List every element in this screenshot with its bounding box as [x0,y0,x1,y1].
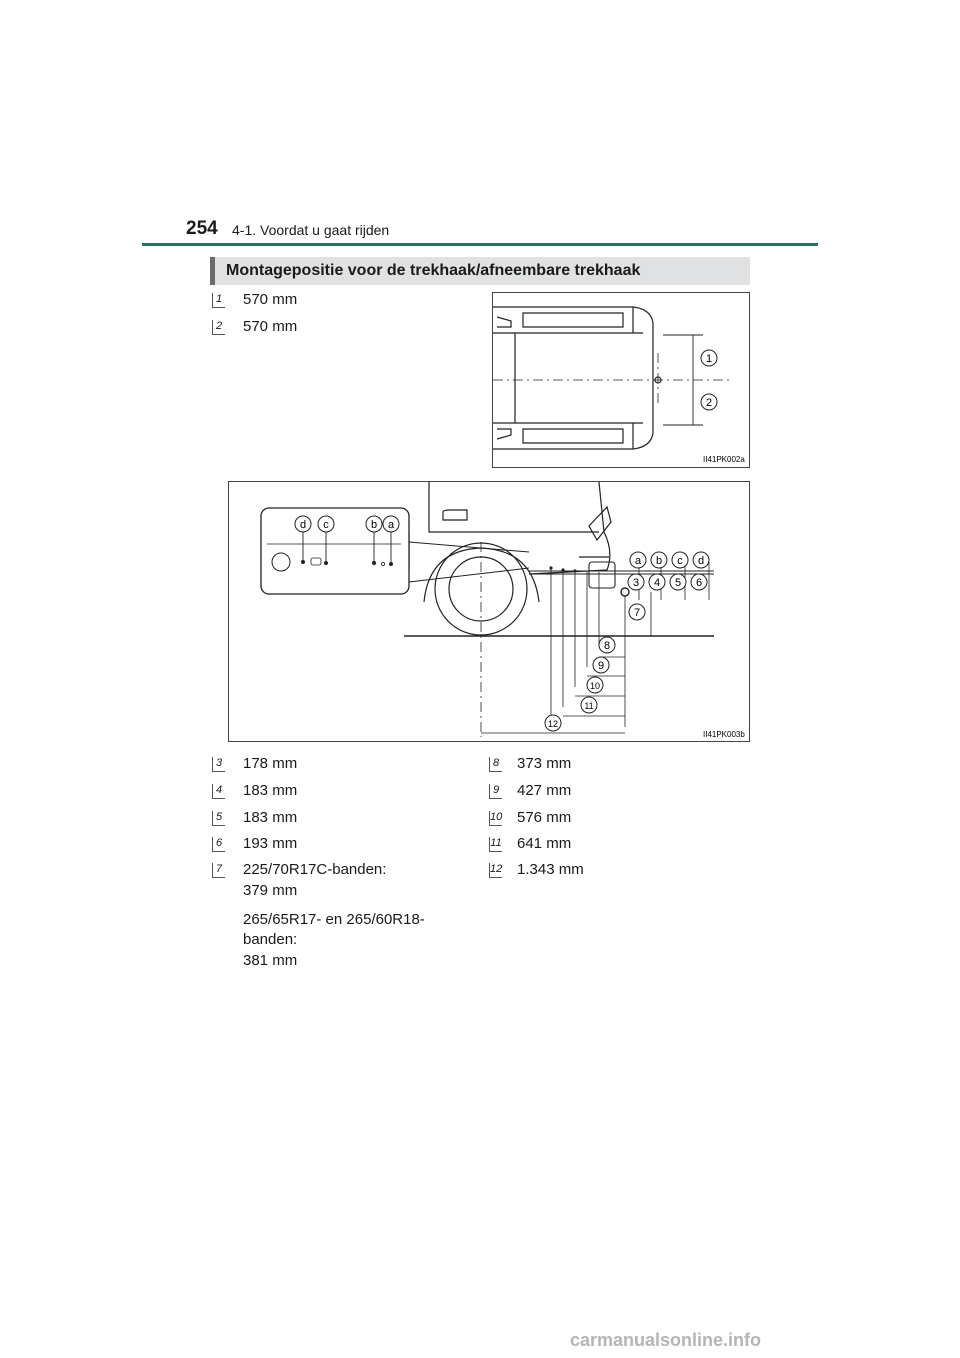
svg-text:12: 12 [547,719,559,729]
item-value: 225/70R17C-banden: [243,861,387,878]
item7-para2-line2: banden: [243,931,298,948]
item-number: 3 [212,757,225,772]
chapter-title: 4-1. Voordat u gaat rijden [232,222,390,238]
figure-code: II41PK003b [703,730,745,739]
item-number: 12 [489,863,502,878]
top-callout-2 [701,394,717,410]
item-value: 576 mm [517,809,572,826]
callout-5 [670,574,686,590]
callout-label: 2 [705,397,713,409]
item-value: 178 mm [243,755,298,772]
callout-a [630,552,646,568]
svg-text:9: 9 [597,660,605,672]
item-number: 1 [212,293,225,308]
svg-text:b: b [655,555,663,567]
svg-text:d: d [697,555,705,567]
item7-value-1: 379 mm [243,882,298,899]
item7-para2-line1: 265/65R17- en 265/60R18- [243,911,425,928]
item-number: 7 [212,863,225,878]
inset-callout-c [318,516,334,532]
svg-text:b: b [370,519,378,531]
item7-para2-line3: 381 mm [243,952,298,969]
figure-code: II41PK002a [703,455,745,464]
svg-text:11: 11 [584,701,594,711]
figure-top-view [492,292,750,468]
inset-callout-b [366,516,382,532]
callout-9 [593,657,609,673]
side-view-drawing [229,482,749,741]
svg-text:c: c [323,519,329,531]
svg-text:4: 4 [653,577,661,589]
svg-text:3: 3 [632,577,640,589]
item-value: 570 mm [243,291,298,308]
item-number: 9 [489,784,502,799]
callout-4 [649,574,665,590]
page-number: 254 [186,218,218,239]
item-number: 10 [489,811,502,826]
callout-11 [581,697,597,713]
callout-8 [599,637,615,653]
callout-12 [545,715,561,731]
callout-3 [628,574,644,590]
top-callout-1 [701,350,717,366]
svg-text:7: 7 [633,607,641,619]
callout-c [672,552,688,568]
item-number: 11 [489,837,502,852]
callout-d [693,552,709,568]
callout-b [651,552,667,568]
item-value: 427 mm [517,782,572,799]
callout-6 [691,574,707,590]
item-value: 570 mm [243,318,298,335]
callout-label: 1 [705,353,713,365]
top-view-drawing [493,293,749,467]
svg-text:6: 6 [695,577,703,589]
callout-10 [587,677,603,693]
item-number: 2 [212,320,225,335]
inset-callout-d [295,516,311,532]
svg-text:a: a [387,519,395,531]
callout-7 [629,604,645,620]
section-heading [210,257,750,285]
figure-side-view [228,481,750,742]
item-value: 641 mm [517,835,572,852]
section-title: Montagepositie voor de trekhaak/afneembare trekhaak [226,262,641,279]
svg-text:d: d [299,519,307,531]
item-number: 6 [212,837,225,852]
item-value: 193 mm [243,835,298,852]
svg-text:10: 10 [589,681,601,691]
item-value: 1.343 mm [517,861,584,878]
svg-text:a: a [634,555,642,567]
header-rule [142,243,818,246]
item-value: 183 mm [243,809,298,826]
item-number: 5 [212,811,225,826]
section-accent [210,257,215,285]
svg-text:c: c [677,555,683,567]
svg-text:8: 8 [603,640,611,652]
inset-callout-a [383,516,399,532]
item-value: 183 mm [243,782,298,799]
item-number: 8 [489,757,502,772]
watermark: carmanualsonline.info [570,1330,762,1350]
item-number: 4 [212,784,225,799]
svg-text:5: 5 [674,577,682,589]
item-value: 373 mm [517,755,572,772]
